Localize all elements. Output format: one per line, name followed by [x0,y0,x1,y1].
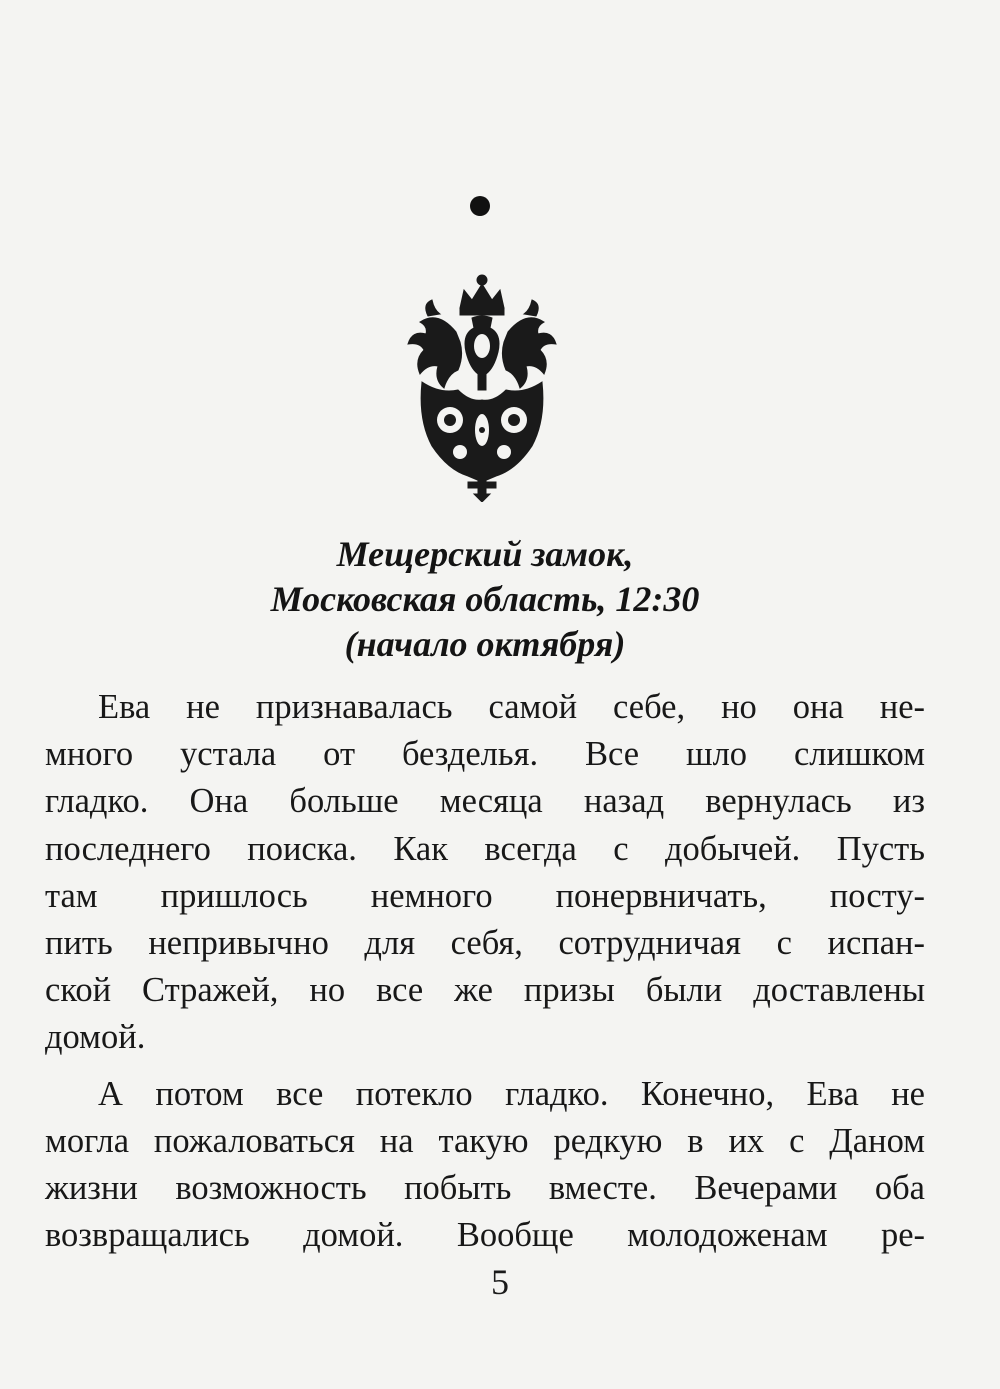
paragraph [45,1071,925,1260]
text-line: возвращались домой. Вообще молодоженам ре- [45,1216,925,1255]
text-line: пить непривычно для себя, сотрудничая с испан- [45,924,925,963]
heraldic-emblem-icon [398,270,566,502]
text-line: ской Стражей, но все же призы были доставлены [45,971,925,1010]
text-line: последнего поиска. Как всегда с добычей. Пусть [45,829,925,868]
chapter-heading [100,532,870,667]
text-line: домой. [45,1018,146,1057]
body-text [45,684,925,1259]
heading-line: Мещерский замок, [336,534,634,574]
text-line: могла пожаловаться на такую редкую в их с Даном [45,1121,925,1160]
text-line: Ева не признавалась самой себе, но она не- [98,688,925,726]
heading-line: Московская область, 12:30 [270,579,700,619]
paragraph [45,684,925,1062]
text-line: жизни возможность побыть вместе. Вечерами оба [45,1169,925,1208]
text-line: гладко. Она больше месяца назад вернулась из [45,782,925,821]
text-line: А потом все потекло гладко. Конечно, Ева не [98,1074,925,1113]
heading-line: (начало октября) [344,624,626,664]
text-line: много устала от безделья. Все шло слишком [45,735,925,774]
page-number: 5 [491,1262,509,1302]
bullet-dot-icon [470,196,490,216]
text-line: там пришлось немного понервничать, посту- [45,876,925,915]
